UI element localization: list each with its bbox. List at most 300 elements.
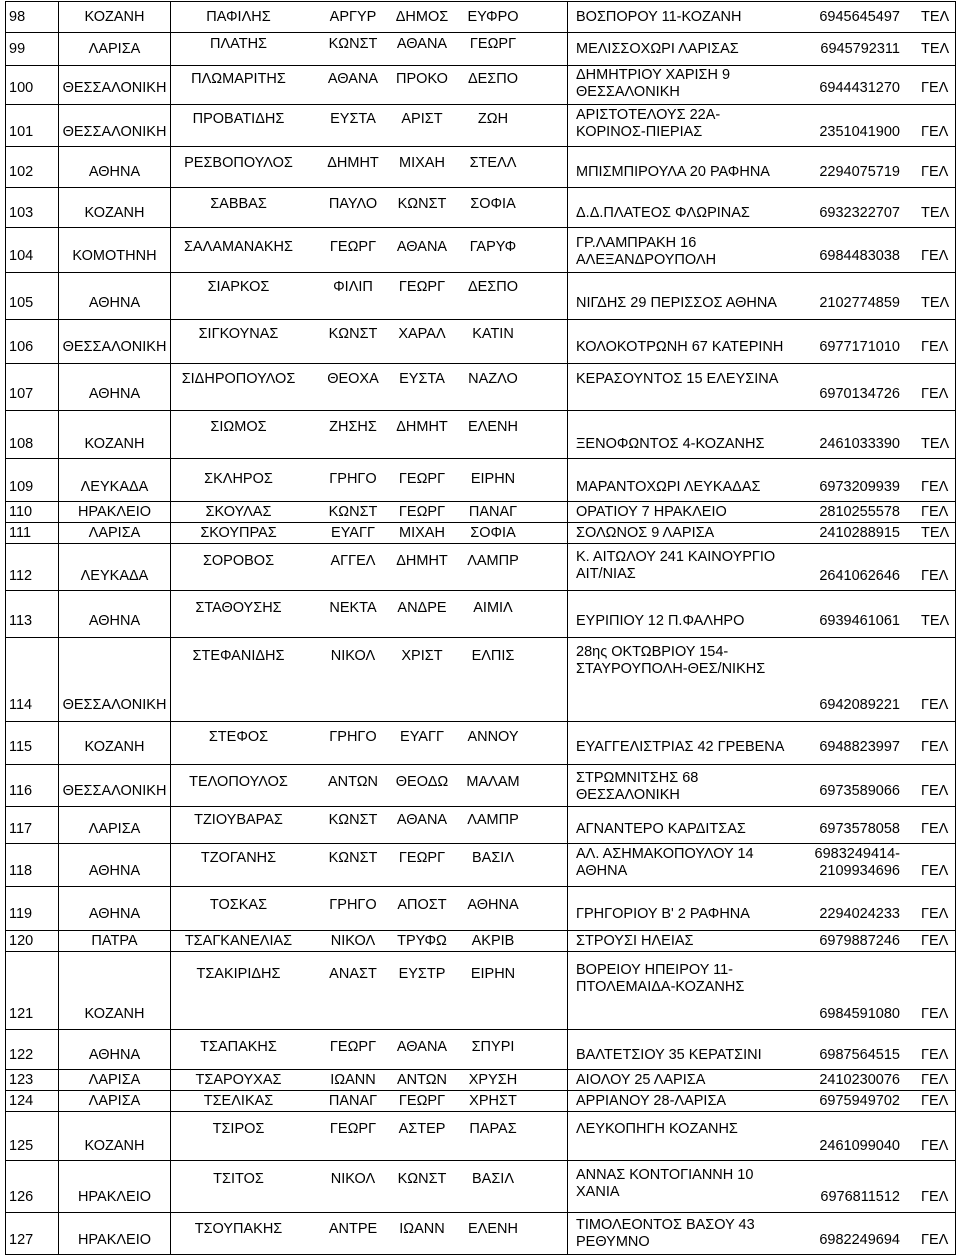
phone: 6939461061 [819, 613, 900, 629]
father-name: ΠΡΟΚΟ [396, 71, 448, 87]
row-number: 107 [9, 386, 34, 402]
father-name: ΕΥΑΓΓ [400, 729, 444, 745]
first-name: ΚΩΝΣΤ [328, 36, 378, 52]
names-cell [171, 105, 568, 147]
mother-name: ΕΙΡΗΝ [470, 471, 516, 487]
surname: ΣΟΡΟΒΟΣ [202, 553, 275, 569]
address: ΜΑΡΑΝΤΟΧΩΡΙ ΛΕΥΚΑΔΑΣ [576, 479, 761, 495]
row-number-cell [6, 1030, 59, 1070]
city-cell [59, 887, 171, 931]
table-row [6, 105, 956, 147]
mother-name: ΓΑΡΥΦ [469, 239, 517, 255]
row-number-cell [6, 952, 59, 1030]
phone: 2461099040 [819, 1138, 900, 1154]
school-type: ΓΕΛ [921, 248, 949, 264]
phone: 2294024233 [819, 906, 900, 922]
row-number-cell [6, 105, 59, 147]
mother-name: ΖΩΗ [477, 111, 509, 127]
father-name: ΑΘΑΝΑ [396, 812, 448, 828]
table-row [6, 33, 956, 66]
city: ΘΕΣΣΑΛΟΝΙΚΗ [62, 80, 167, 96]
city: ΛΑΡΙΣΑ [88, 41, 141, 57]
address: ΑΝΝΑΣ ΚΟΝΤΟΓΙΑΝΝΗ 10 ΧΑΝΙΑ [576, 1167, 754, 1200]
names-cell [171, 1091, 568, 1112]
father-name: ΕΥΣΤΡ [398, 966, 446, 982]
surname: ΣΚΟΥΛΑΣ [205, 504, 272, 520]
table-row [6, 188, 956, 228]
phone: 6942089221 [819, 697, 900, 713]
contact-cell [568, 638, 956, 722]
school-type: ΓΕΛ [921, 1072, 949, 1088]
contact-cell [568, 1112, 956, 1161]
city-cell [59, 1112, 171, 1161]
first-name: ΚΩΝΣΤ [328, 504, 378, 520]
surname: ΣΤΑΘΟΥΣΗΣ [195, 600, 282, 616]
contact-cell [568, 105, 956, 147]
row-number: 125 [9, 1138, 34, 1154]
row-number: 115 [9, 739, 33, 755]
row-number: 102 [9, 164, 34, 180]
names-cell [171, 66, 568, 105]
father-name: ΔΗΜΗΤ [396, 553, 448, 569]
row-number: 98 [9, 9, 26, 25]
first-name: ΖΗΣΗΣ [329, 419, 377, 435]
surname: ΣΤΕΦΑΝΙΔΗΣ [192, 648, 285, 664]
table-row [6, 591, 956, 638]
names-cell [171, 320, 568, 364]
address: ΟΡΑΤΙΟΥ 7 ΗΡΑΚΛΕΙΟ [576, 504, 727, 520]
address: ΣΤΡΩΜΝΙΤΣΗΣ 68 ΘΕΣΣΑΛΟΝΙΚΗ [576, 770, 699, 803]
city: ΛΑΡΙΣΑ [88, 1072, 141, 1088]
row-number: 101 [9, 124, 34, 140]
first-name: ΓΡΗΓΟ [329, 471, 377, 487]
surname: ΣΚΟΥΠΡΑΣ [200, 525, 277, 541]
mother-name: ΣΟΦΙΑ [470, 196, 516, 212]
city: ΘΕΣΣΑΛΟΝΙΚΗ [62, 783, 167, 799]
city: ΑΘΗΝΑ [88, 863, 141, 879]
father-name: ΜΙΧΑΗ [399, 155, 445, 171]
father-name: ΑΘΑΝΑ [396, 239, 448, 255]
surname: ΤΣΑΚΙΡΙΔΗΣ [196, 966, 281, 982]
city-cell [59, 1213, 171, 1255]
surname: ΤΣΑΓΚΑΝΕΛΙΑΣ [184, 933, 293, 949]
table-row [6, 228, 956, 273]
school-type: ΤΕΛ [921, 9, 950, 25]
row-number-cell [6, 273, 59, 320]
surname: ΣΑΛΑΜΑΝΑΚΗΣ [184, 239, 293, 255]
first-name: ΔΗΜΗΤ [327, 155, 379, 171]
names-cell [171, 765, 568, 807]
address: ΞΕΝΟΦΩΝΤΟΣ 4-ΚΟΖΑΝΗΣ [576, 436, 765, 452]
contact-cell [568, 502, 956, 523]
row-number-cell [6, 66, 59, 105]
mother-name: ΧΡΗΣΤ [469, 1093, 517, 1109]
first-name: ΓΕΩΡΓ [329, 1121, 377, 1137]
school-type: ΓΕΛ [921, 386, 949, 402]
city-cell [59, 66, 171, 105]
row-number: 108 [9, 436, 34, 452]
row-number: 114 [9, 697, 33, 713]
phone: 6945645497 [819, 9, 900, 25]
table-row [6, 320, 956, 364]
father-name: ΑΘΑΝΑ [396, 36, 448, 52]
address: ΑΓΝΑΝΤΕΡΟ ΚΑΡΔΙΤΣΑΣ [576, 821, 746, 837]
first-name: ΕΥΣΤΑ [330, 111, 376, 127]
city: ΚΟΖΑΝΗ [84, 9, 145, 25]
names-cell [171, 638, 568, 722]
contact-cell [568, 320, 956, 364]
surname: ΠΡΟΒΑΤΙΔΗΣ [192, 111, 285, 127]
city-cell [59, 1091, 171, 1112]
first-name: ΓΕΩΡΓ [329, 239, 377, 255]
school-type: ΓΕΛ [921, 739, 949, 755]
surname: ΤΣΟΥΠΑΚΗΣ [194, 1221, 283, 1237]
names-cell [171, 591, 568, 638]
city-cell [59, 931, 171, 952]
father-name: ΚΩΝΣΤ [397, 1171, 447, 1187]
father-name: ΔΗΜΗΤ [396, 419, 448, 435]
city: ΚΟΖΑΝΗ [84, 436, 145, 452]
mother-name: ΧΡΥΣΗ [468, 1072, 518, 1088]
phone: 2410230076 [819, 1072, 900, 1088]
address: ΣΤΡΟΥΣΙ ΗΛΕΙΑΣ [576, 933, 694, 949]
row-number-cell [6, 1161, 59, 1213]
table-row [6, 1030, 956, 1070]
address: ΔΗΜΗΤΡΙΟΥ ΧΑΡΙΣΗ 9 ΘΕΣΣΑΛΟΝΙΚΗ [576, 67, 731, 100]
row-number-cell [6, 591, 59, 638]
names-cell [171, 2, 568, 33]
address: ΑΙΟΛΟΥ 25 ΛΑΡΙΣΑ [576, 1072, 706, 1088]
school-type: ΤΕΛ [921, 613, 950, 629]
names-cell [171, 147, 568, 188]
contact-cell [568, 66, 956, 105]
city: ΗΡΑΚΛΕΙΟ [77, 1189, 152, 1205]
city: ΚΟΜΟΤΗΝΗ [72, 248, 157, 264]
names-cell [171, 1213, 568, 1255]
first-name: ΠΑΝΑΓ [328, 1093, 378, 1109]
address: 28ης ΟΚΤΩΒΡΙΟΥ 154- ΣΤΑΥΡΟΥΠΟΛΗ-ΘΕΣ/ΝΙΚΗΣ [576, 644, 766, 677]
row-number: 113 [9, 613, 33, 629]
city: ΚΟΖΑΝΗ [84, 739, 145, 755]
row-number-cell [6, 364, 59, 411]
father-name: ΧΑΡΑΛ [398, 326, 446, 342]
father-name: ΓΕΩΡΓ [398, 1093, 446, 1109]
school-type: ΓΕΛ [921, 339, 949, 355]
surname: ΤΟΣΚΑΣ [209, 897, 268, 913]
contact-cell [568, 887, 956, 931]
names-cell [171, 502, 568, 523]
names-cell [171, 952, 568, 1030]
city-cell [59, 591, 171, 638]
father-name: ΜΙΧΑΗ [399, 525, 445, 541]
city-cell [59, 1161, 171, 1213]
row-number-cell [6, 765, 59, 807]
address: ΓΡ.ΛΑΜΠΡΑΚΗ 16 ΑΛΕΞΑΝΔΡΟΥΠΟΛΗ [576, 235, 717, 268]
city-cell [59, 188, 171, 228]
mother-name: ΣΟΦΙΑ [470, 525, 516, 541]
phone: 2810255578 [819, 504, 900, 520]
first-name: ΝΕΚΤΑ [329, 600, 377, 616]
school-type: ΓΕΛ [921, 933, 949, 949]
row-number: 119 [9, 906, 33, 922]
school-type: ΓΕΛ [921, 124, 949, 140]
surname: ΠΛΩΜΑΡΙΤΗΣ [191, 71, 286, 87]
surname: ΡΕΣΒΟΠΟΥΛΟΣ [184, 155, 293, 171]
row-number-cell [6, 147, 59, 188]
table-row [6, 273, 956, 320]
school-type: ΓΕΛ [921, 568, 949, 584]
contact-cell [568, 844, 956, 887]
mother-name: ΛΑΜΠΡ [467, 553, 519, 569]
address: ΚΟΛΟΚΟΤΡΩΝΗ 67 ΚΑΤΕΡΙΝΗ [576, 339, 784, 355]
phone: 6945792311 [820, 41, 900, 57]
first-name: ΑΝΤΩΝ [327, 774, 379, 790]
table-row [6, 638, 956, 722]
address: ΑΛ. ΑΣΗΜΑΚΟΠΟΥΛΟΥ 14 ΑΘΗΝΑ [576, 846, 754, 879]
city-cell [59, 320, 171, 364]
row-number-cell [6, 502, 59, 523]
row-number: 111 [9, 525, 32, 541]
city-cell [59, 411, 171, 459]
first-name: ΠΑΥΛΟ [328, 196, 378, 212]
row-number-cell [6, 1213, 59, 1255]
address: ΒΟΣΠΟΡΟΥ 11-ΚΟΖΑΝΗ [576, 9, 742, 25]
contact-cell [568, 765, 956, 807]
father-name: ΤΡΥΦΩ [397, 933, 447, 949]
phone: 6987564515 [819, 1047, 900, 1063]
city-cell [59, 523, 171, 544]
first-name: ΑΘΑΝΑ [327, 71, 379, 87]
row-number-cell [6, 887, 59, 931]
mother-name: ΑΝΝΟΥ [467, 729, 519, 745]
row-number: 126 [9, 1189, 34, 1205]
contact-cell [568, 1070, 956, 1091]
row-number-cell [6, 807, 59, 844]
father-name: ΓΕΩΡΓ [398, 504, 446, 520]
table-row [6, 887, 956, 931]
address: ΑΡΙΣΤΟΤΕΛΟΥΣ 22Α- ΚΟΡΙΝΟΣ-ΠΙΕΡΙΑΣ [576, 107, 721, 140]
row-number: 127 [9, 1232, 34, 1248]
first-name: ΚΩΝΣΤ [328, 326, 378, 342]
address: ΜΠΙΣΜΠΙΡΟΥΛΑ 20 ΡΑΦΗΝΑ [576, 164, 770, 180]
city-cell [59, 544, 171, 591]
phone: 2102774859 [819, 295, 900, 311]
first-name: ΦΙΛΙΠ [333, 279, 373, 295]
contact-cell [568, 2, 956, 33]
phone: 6973209939 [819, 479, 900, 495]
city: ΘΕΣΣΑΛΟΝΙΚΗ [62, 339, 167, 355]
city-cell [59, 502, 171, 523]
city-cell [59, 105, 171, 147]
table-row [6, 2, 956, 33]
table-row [6, 1161, 956, 1213]
school-type: ΓΕΛ [921, 1047, 949, 1063]
surname: ΤΕΛΟΠΟΥΛΟΣ [189, 774, 288, 790]
surname: ΣΙΓΚΟΥΝΑΣ [198, 326, 279, 342]
row-number-cell [6, 638, 59, 722]
table-row [6, 722, 956, 765]
mother-name: ΛΑΜΠΡ [467, 812, 519, 828]
phone: 6975949702 [819, 1093, 900, 1109]
names-cell [171, 1070, 568, 1091]
table-row [6, 459, 956, 502]
contact-cell [568, 1161, 956, 1213]
city-cell [59, 638, 171, 722]
row-number: 109 [9, 479, 34, 495]
row-number: 121 [9, 1006, 34, 1022]
names-cell [171, 1030, 568, 1070]
surname: ΤΣΑΠΑΚΗΣ [200, 1039, 277, 1055]
surname: ΣΙΩΜΟΣ [210, 419, 267, 435]
first-name: ΓΕΩΡΓ [329, 1039, 377, 1055]
address: ΕΥΑΓΓΕΛΙΣΤΡΙΑΣ 42 ΓΡΕΒΕΝΑ [576, 739, 785, 755]
table-row [6, 364, 956, 411]
table-row [6, 147, 956, 188]
row-number-cell [6, 844, 59, 887]
city: ΗΡΑΚΛΕΙΟ [77, 1232, 152, 1248]
city-cell [59, 33, 171, 66]
contact-cell [568, 459, 956, 502]
city-cell [59, 273, 171, 320]
mother-name: ΣΤΕΛΛ [469, 155, 517, 171]
school-type: ΓΕΛ [921, 479, 949, 495]
city-cell [59, 364, 171, 411]
row-number-cell [6, 2, 59, 33]
phone: 6984483038 [819, 248, 900, 264]
surname: ΤΖΟΓΑΝΗΣ [200, 850, 277, 866]
city-cell [59, 1070, 171, 1091]
contact-cell [568, 1030, 956, 1070]
mother-name: ΑΘΗΝΑ [467, 897, 519, 913]
row-number: 117 [9, 821, 33, 837]
names-cell [171, 544, 568, 591]
row-number: 99 [9, 41, 26, 57]
table-row [6, 1213, 956, 1255]
phone: 2461033390 [819, 436, 900, 452]
row-number-cell [6, 1112, 59, 1161]
contact-cell [568, 188, 956, 228]
row-number: 118 [9, 863, 33, 879]
row-number-cell [6, 411, 59, 459]
city: ΛΑΡΙΣΑ [88, 821, 141, 837]
table-row [6, 844, 956, 887]
row-number-cell [6, 523, 59, 544]
table-row [6, 1070, 956, 1091]
city: ΑΘΗΝΑ [88, 613, 141, 629]
address: ΕΥΡΙΠΙΟΥ 12 Π.ΦΑΛΗΡΟ [576, 613, 745, 629]
phone: 6977171010 [819, 339, 900, 355]
row-number: 100 [9, 80, 34, 96]
surname: ΣΙΑΡΚΟΣ [207, 279, 270, 295]
first-name: ΝΙΚΟΛ [330, 648, 376, 664]
city: ΗΡΑΚΛΕΙΟ [77, 504, 152, 520]
row-number: 116 [9, 783, 33, 799]
contact-cell [568, 952, 956, 1030]
table-row [6, 66, 956, 105]
mother-name: ΑΙΜΙΛ [473, 600, 513, 616]
surname: ΠΛΑΤΗΣ [209, 36, 268, 52]
city: ΛΑΡΙΣΑ [88, 525, 141, 541]
names-cell [171, 411, 568, 459]
school-type: ΤΕΛ [921, 41, 950, 57]
surname: ΤΣΙΡΟΣ [212, 1121, 265, 1137]
father-name: ΓΕΩΡΓ [398, 471, 446, 487]
city: ΛΕΥΚΑΔΑ [80, 568, 149, 584]
contact-cell [568, 33, 956, 66]
school-type: ΓΕΛ [921, 1006, 949, 1022]
address: ΒΑΛΤΕΤΣΙΟΥ 35 ΚΕΡΑΤΣΙΝΙ [576, 1047, 762, 1063]
city: ΑΘΗΝΑ [88, 386, 141, 402]
row-number-cell [6, 188, 59, 228]
table-row [6, 1091, 956, 1112]
city: ΛΑΡΙΣΑ [88, 1093, 141, 1109]
table-row [6, 544, 956, 591]
surname: ΤΣΕΛΙΚΑΣ [203, 1093, 274, 1109]
mother-name: ΒΑΣΙΛ [471, 850, 515, 866]
contact-cell [568, 1091, 956, 1112]
city: ΚΟΖΑΝΗ [84, 1006, 145, 1022]
row-number: 103 [9, 205, 34, 221]
phone: 6984591080 [819, 1006, 900, 1022]
address: ΚΕΡΑΣΟΥΝΤΟΣ 15 ΕΛΕΥΣΙΝΑ [576, 371, 779, 387]
father-name: ΚΩΝΣΤ [397, 196, 447, 212]
father-name: ΑΝΔΡΕ [397, 600, 447, 616]
address: ΣΟΛΩΝΟΣ 9 ΛΑΡΙΣΑ [576, 525, 715, 541]
phone: 2641062646 [819, 568, 900, 584]
row-number-cell [6, 1091, 59, 1112]
contact-cell [568, 364, 956, 411]
phone: 6983249414- 2109934696 [814, 846, 900, 879]
address: ΑΡΡΙΑΝΟΥ 28-ΛΑΡΙΣΑ [576, 1093, 727, 1109]
row-number-cell [6, 459, 59, 502]
contact-cell [568, 1213, 956, 1255]
school-type: ΤΕΛ [921, 295, 950, 311]
mother-name: ΚΑΤΙΝ [472, 326, 514, 342]
school-type: ΤΕΛ [921, 436, 950, 452]
names-cell [171, 807, 568, 844]
phone: 6982249694 [819, 1232, 900, 1248]
mother-name: ΔΕΣΠΟ [467, 71, 519, 87]
contact-cell [568, 807, 956, 844]
table-row [6, 952, 956, 1030]
city-cell [59, 459, 171, 502]
address: ΛΕΥΚΟΠΗΓΗ ΚΟΖΑΝΗΣ [576, 1121, 738, 1137]
contact-cell [568, 544, 956, 591]
names-cell [171, 931, 568, 952]
row-number: 106 [9, 339, 34, 355]
row-number: 105 [9, 295, 34, 311]
surname: ΣΑΒΒΑΣ [210, 196, 267, 212]
table-row [6, 502, 956, 523]
address: ΜΕΛΙΣΣΟΧΩΡΙ ΛΑΡΙΣΑΣ [576, 41, 739, 57]
phone: 6932322707 [819, 205, 900, 221]
table-row [6, 523, 956, 544]
mother-name: ΠΑΡΑΣ [469, 1121, 517, 1137]
row-number: 122 [9, 1047, 34, 1063]
names-cell [171, 459, 568, 502]
school-type: ΓΕΛ [921, 1232, 949, 1248]
mother-name: ΠΑΝΑΓ [468, 504, 518, 520]
names-cell [171, 1112, 568, 1161]
row-number-cell [6, 544, 59, 591]
school-type: ΓΕΛ [921, 863, 949, 879]
city-cell [59, 952, 171, 1030]
contact-cell [568, 411, 956, 459]
phone: 6970134726 [819, 386, 900, 402]
school-type: ΓΕΛ [921, 1138, 949, 1154]
school-type: ΓΕΛ [921, 1189, 949, 1205]
mother-name: ΑΚΡΙΒ [471, 933, 515, 949]
